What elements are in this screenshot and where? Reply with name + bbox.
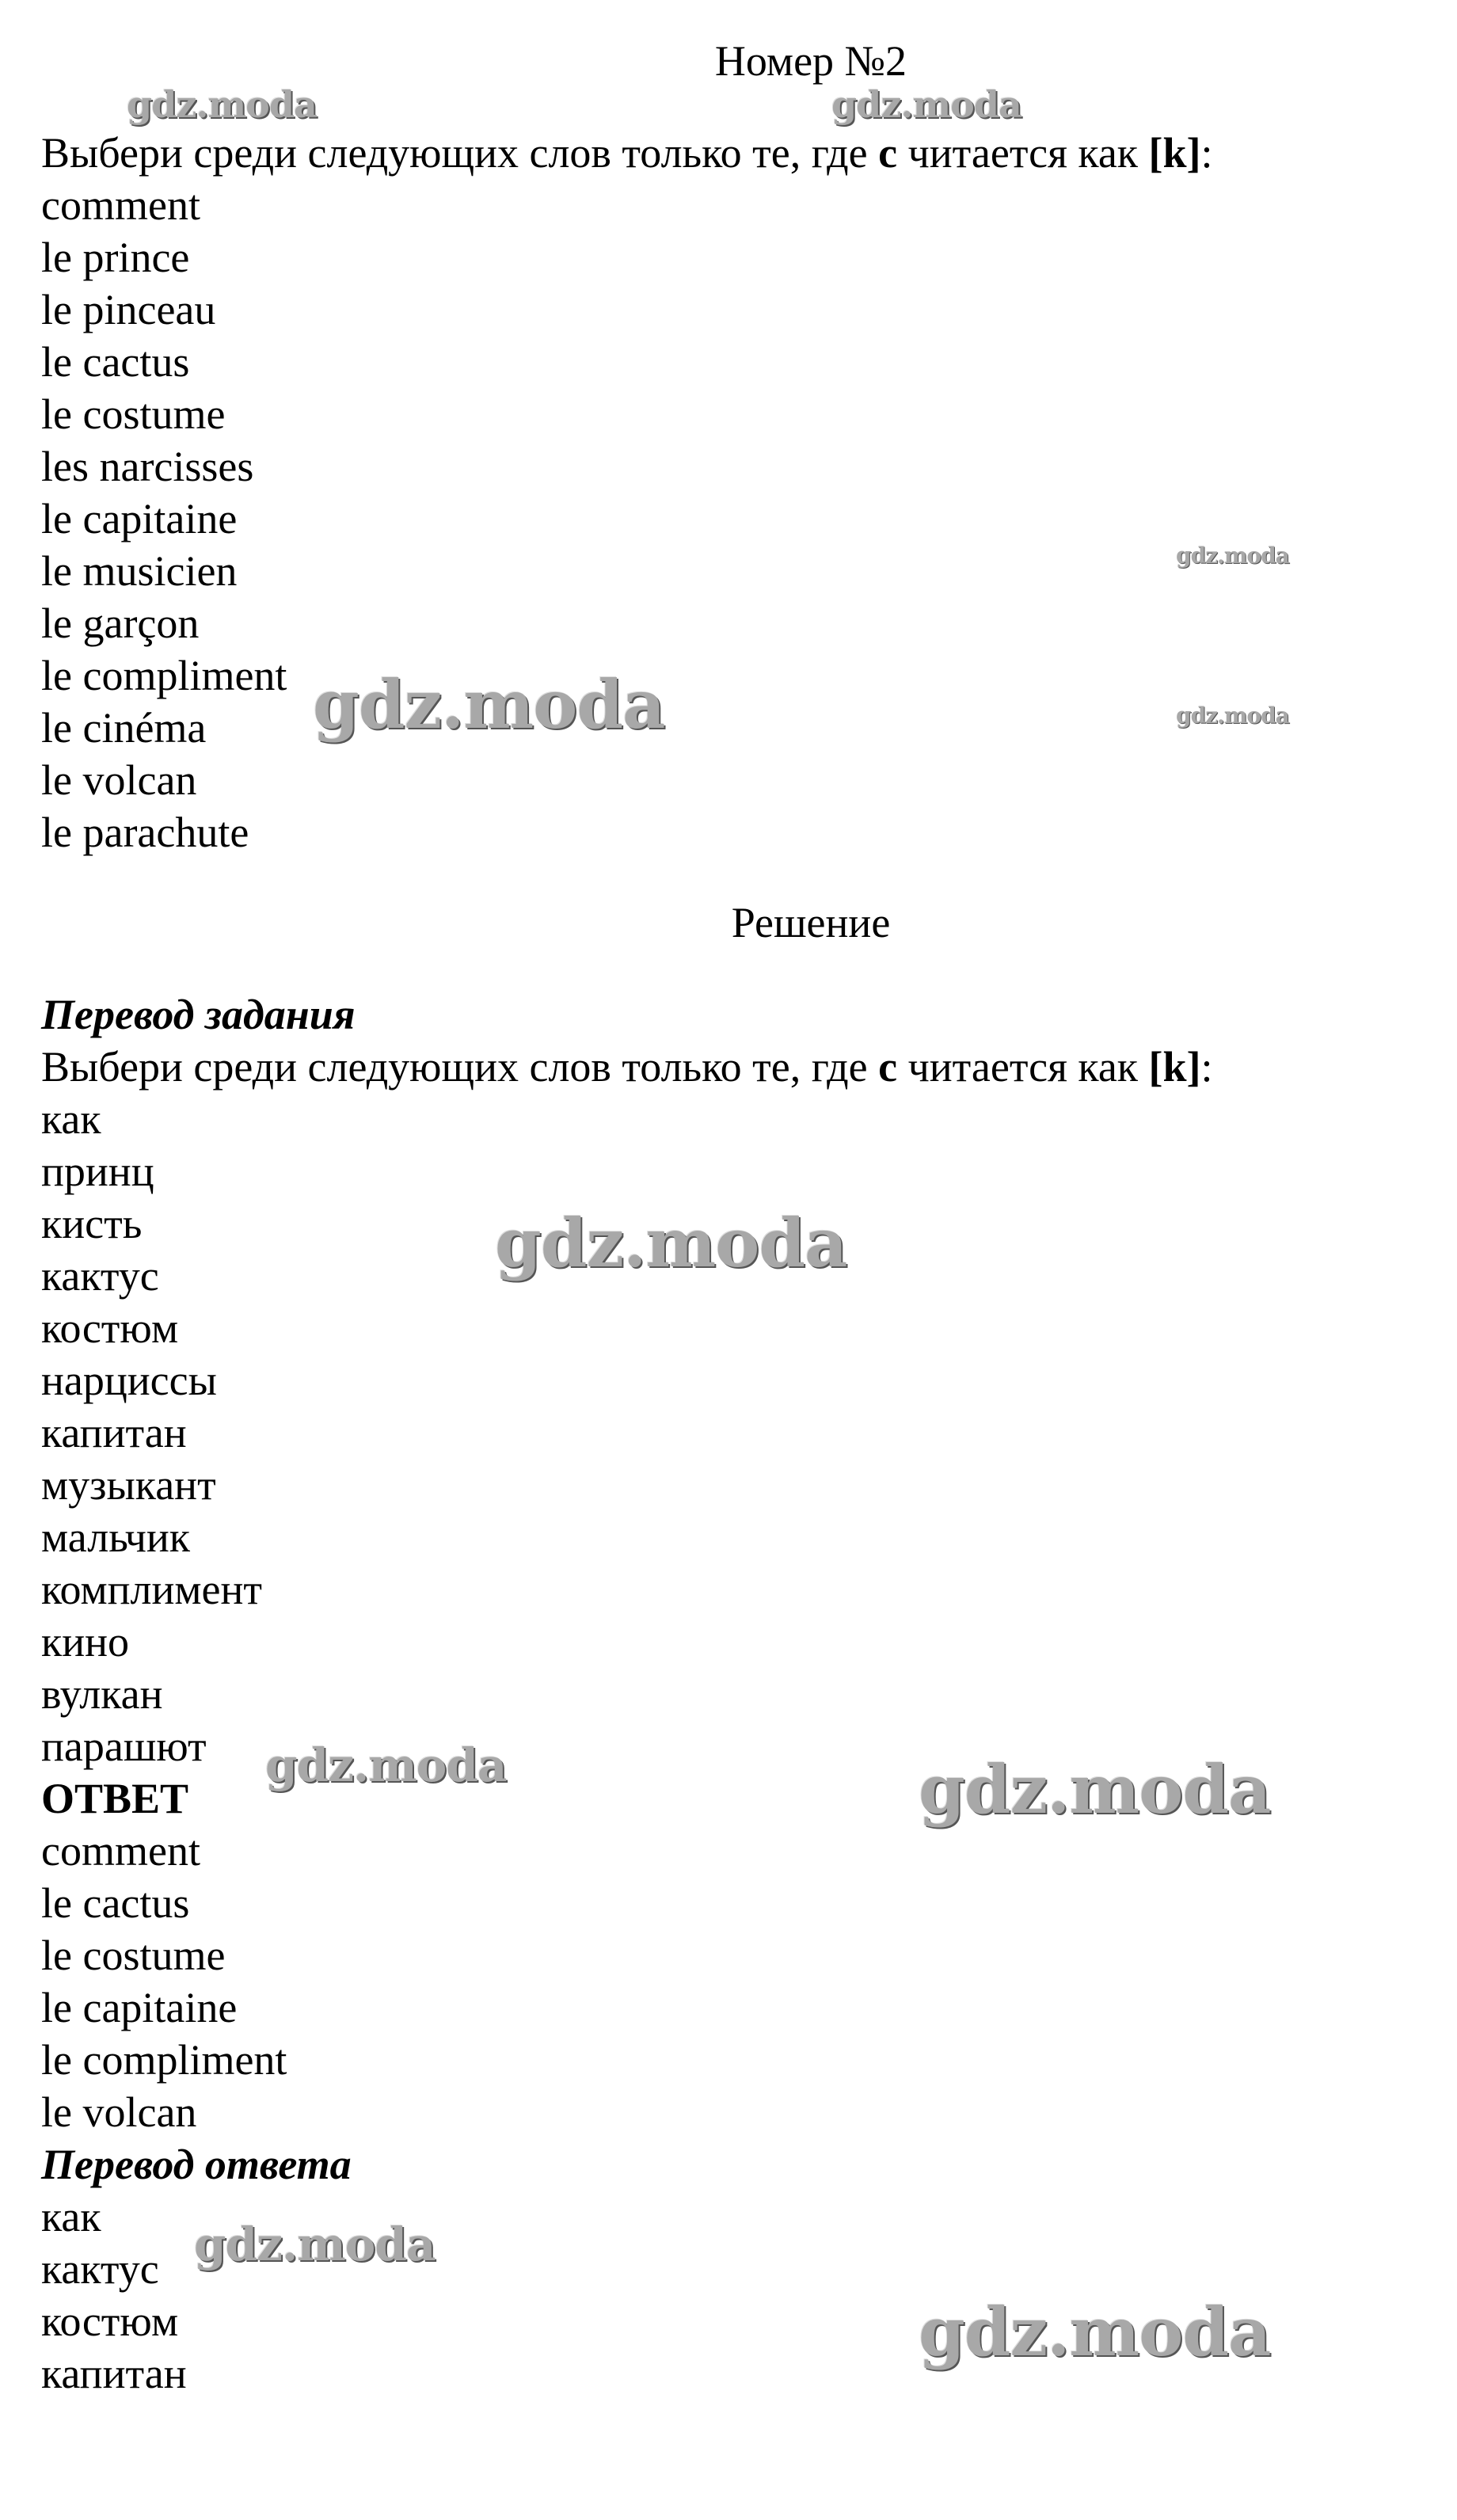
task-word: le garçon xyxy=(41,600,200,647)
answer-translation-word: кактус xyxy=(41,2245,159,2293)
translation-word: парашют xyxy=(41,1723,207,1770)
translation-word: мальчик xyxy=(41,1513,190,1561)
translation-word: капитан xyxy=(41,1409,187,1456)
watermark: gdz.moda xyxy=(313,665,665,744)
task-word: le parachute xyxy=(41,809,249,856)
task-word: le volcan xyxy=(41,756,197,804)
task-word: le musicien xyxy=(41,547,238,595)
answer-word: le compliment xyxy=(41,2036,287,2084)
task-word: le cinéma xyxy=(41,704,207,752)
watermark: gdz.moda xyxy=(194,2217,436,2271)
translation-word: кисть xyxy=(41,1200,143,1247)
answer-word: le volcan xyxy=(41,2088,197,2136)
translation-word: нарциссы xyxy=(41,1357,217,1404)
translation-word: комплимент xyxy=(41,1566,263,1613)
solution-title: Решение xyxy=(731,899,891,946)
translation-heading: Перевод задания xyxy=(41,991,356,1038)
task-word: le pinceau xyxy=(41,286,216,333)
translation-word: кино xyxy=(41,1618,130,1665)
page-title: Номер №2 xyxy=(714,37,907,85)
translation-word: кактус xyxy=(41,1252,159,1300)
answer-translation-word: костюм xyxy=(41,2297,179,2345)
watermark: gdz.moda xyxy=(1176,702,1289,729)
watermark: gdz.moda xyxy=(1176,542,1289,569)
task-instruction: Выбери среди следующих слов только те, где c читается как [k]: xyxy=(41,129,1213,177)
translation-instruction: Выбери среди следующих слов только те, где c читается как [k]: xyxy=(41,1043,1213,1091)
task-word: le capitaine xyxy=(41,495,238,542)
task-word: le costume xyxy=(41,390,226,438)
watermark: gdz.moda xyxy=(831,83,1021,126)
task-word: le cactus xyxy=(41,338,190,386)
translation-word: как xyxy=(41,1095,101,1143)
watermark: gdz.moda xyxy=(495,1204,847,1282)
answer-word: comment xyxy=(41,1827,200,1875)
answer-translation-word: капитан xyxy=(41,2350,187,2397)
answer-word: le capitaine xyxy=(41,1984,238,2031)
answer-translation-heading: Перевод ответа xyxy=(41,2141,352,2188)
task-word: les narcisses xyxy=(41,443,254,490)
translation-word: костюм xyxy=(41,1304,179,1352)
answer-word: le costume xyxy=(41,1932,226,1979)
answer-word: le cactus xyxy=(41,1879,190,1927)
watermark: gdz.moda xyxy=(127,83,317,126)
answer-translation-word: как xyxy=(41,2193,101,2240)
watermark: gdz.moda xyxy=(265,1738,507,1792)
translation-word: принц xyxy=(41,1148,154,1195)
task-word: comment xyxy=(41,181,200,229)
translation-word: музыкант xyxy=(41,1461,216,1509)
answer-heading: ОТВЕТ xyxy=(41,1775,189,1822)
task-word: le compliment xyxy=(41,652,287,699)
watermark: gdz.moda xyxy=(919,2293,1271,2371)
task-word: le prince xyxy=(41,234,190,281)
watermark: gdz.moda xyxy=(919,1750,1271,1829)
translation-word: вулкан xyxy=(41,1670,163,1718)
